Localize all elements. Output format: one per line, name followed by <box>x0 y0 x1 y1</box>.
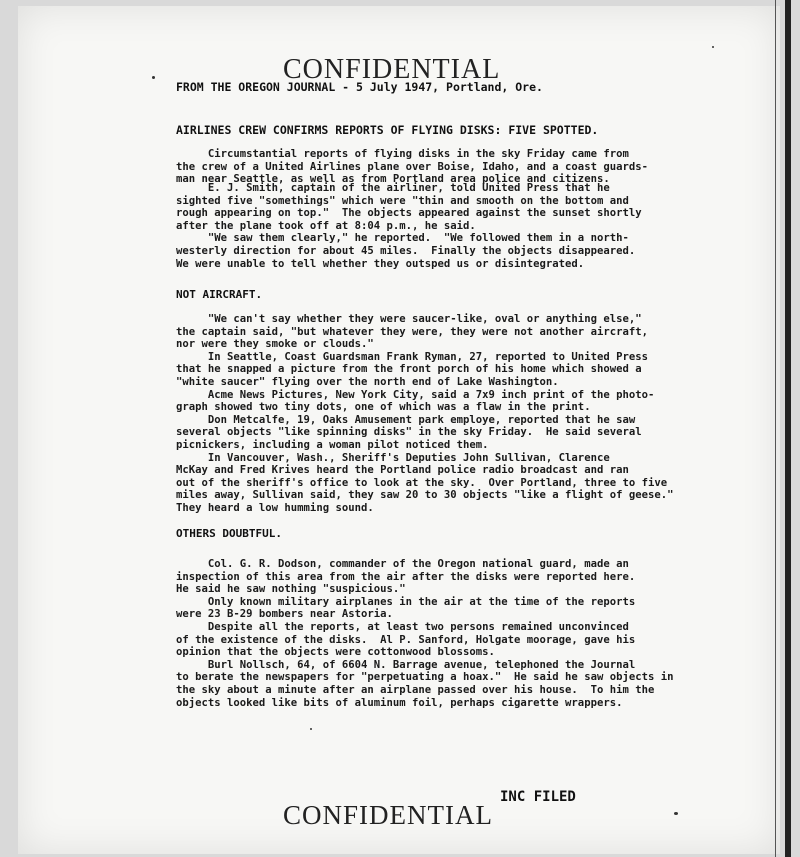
scan-speck <box>712 46 714 48</box>
filed-stamp: INC FILED <box>500 789 576 805</box>
scan-border-line <box>775 0 776 857</box>
subheading-others-doubtful: OTHERS DOUBTFUL. <box>176 527 282 540</box>
article-headline: AIRLINES CREW CONFIRMS REPORTS OF FLYING DISKS: FIVE SPOTTED. <box>176 123 599 137</box>
scan-speck <box>152 76 155 79</box>
paragraph-witnesses: "We can't say whether they were saucer-like, oval or anything else," the captain said, "but whatever they were, they were not another aircraft, nor were they smoke or clouds." In Seattle, Coast Guardsman Frank Ryman, 27, reported to United Press that he snapped a picture from the front porch of his home which showed a "white saucer" flying over the north end of Lake Washington. Acme News Pictures, New York City, said a 7x9 inch print of the photo- graph showed two tiny dots, one of which was a flaw in the print. Don Metcalfe, 19, Oaks Amusement park employe, reported that he saw several objects "like spinning disks" in the sky Friday. He said several picnickers, including a woman pilot noticed them. In Vancouver, Wash., Sheriff's Deputies John Sullivan, Clarence McKay and Fred Krives heard the Portland police radio broadcast and ran out of the sheriff's office to look at the sky. Over Portland, three to five miles away, Sullivan said, they saw 20 to 30 objects "like a flight of geese." They heard a low humming sound. <box>176 313 674 514</box>
scan-speck <box>674 812 678 815</box>
subheading-not-aircraft: NOT AIRCRAFT. <box>176 288 263 301</box>
source-line: FROM THE OREGON JOURNAL - 5 July 1947, Portland, Ore. <box>176 80 543 94</box>
paragraph-captain-smith: E. J. Smith, captain of the airliner, told United Press that he sighted five "somethings" which were "thin and smooth on the bottom and rough appearing on top." The objects appeared against the sunset shortly after the plane took off at 8:04 p.m., he said. "We saw them clearly," he reported. "We followed them in a north- westerly direction for about 45 miles. Finally the objects disappeared. We were unable to tell whether they outsped us or disintegrated. <box>176 182 642 270</box>
confidential-stamp-bottom: CONFIDENTIAL <box>283 800 493 830</box>
scan-speck <box>310 728 312 730</box>
paragraph-doubters: Col. G. R. Dodson, commander of the Oregon national guard, made an inspection of this area from the air after the disks were reported here. He said he saw nothing "suspicious." Only known military airplanes in the air at the time of the reports were 23 B-29 bombers near Astoria. Despite all the reports, at least two persons remained unconvinced of the existence of the disks. Al P. Sanford, Holgate moorage, gave his opinion that the objects were cottonwood blossoms. Burl Nollsch, 64, of 6604 N. Barrage avenue, telephoned the Journal to berate the newspapers for "perpetuating a hoax." He said he saw objects in the sky about a minute after an airplane passed over his house. To him the objects looked like bits of aluminum foil, perhaps cigarette wrappers. <box>176 558 674 709</box>
paragraph-intro: Circumstantial reports of flying disks in the sky Friday came from the crew of a United Airlines plane over Boise, Idaho, and a coast guards- man near Seattle, as well as from Portland area police and citizens. <box>176 148 648 186</box>
confidential-stamp-top: CONFIDENTIAL <box>283 54 501 85</box>
scan-border-edge <box>785 0 791 857</box>
